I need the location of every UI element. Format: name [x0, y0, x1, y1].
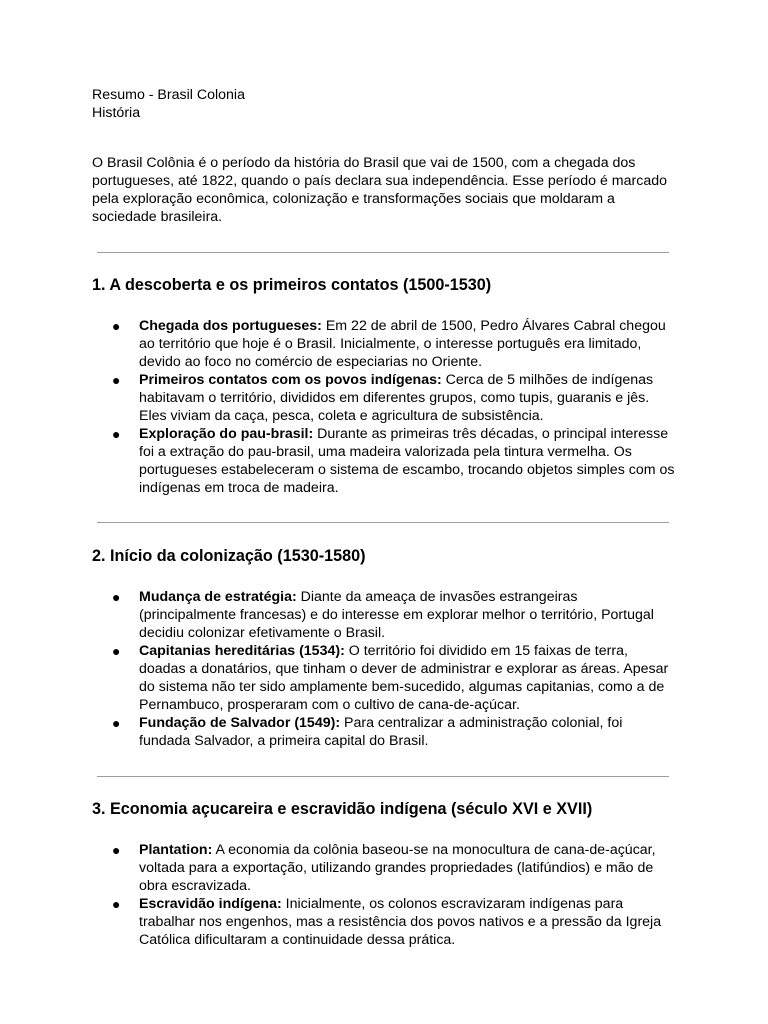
section-heading-1: 1. A descoberta e os primeiros contatos (1500-1530) [92, 276, 492, 294]
item-label: Plantation: [139, 842, 213, 858]
item-label: Capitanias hereditárias (1534): [139, 643, 345, 659]
item-text: Inicialmente, os colonos escravizaram indígenas para trabalhar nos engenhos, mas a resistência dos povos nativos e a pressão da Igreja Católica dificultaram a continuidade dessa prática. [139, 896, 662, 948]
document-page [92, 86, 676, 949]
item-label: Exploração do pau-brasil: [139, 426, 314, 442]
bullet-icon: ● [112, 842, 121, 858]
section-1-list [92, 317, 676, 497]
bullet-icon: ● [112, 715, 121, 731]
item-label: Escravidão indígena: [139, 896, 282, 912]
section-divider [97, 522, 669, 523]
section-3-list [92, 841, 676, 949]
list-item [92, 714, 676, 750]
section-2-list [92, 588, 676, 750]
item-text: Para centralizar a administração colonial, foi fundada Salvador, a primeira capital do Brasil. [139, 715, 623, 749]
list-item [92, 317, 676, 371]
section-heading-2: 2. Início da colonização (1530-1580) [92, 547, 366, 565]
list-item [92, 588, 676, 642]
item-text: A economia da colônia baseou-se na monocultura de cana-de-açúcar, voltada para a exportação, utilizando grandes propriedades (latifúndios) e mão de obra escravizada. [139, 842, 656, 894]
item-label: Mudança de estratégia: [139, 589, 297, 605]
item-text: Cerca de 5 milhões de indígenas habitavam o território, divididos em diferentes grupos, como tupis, guaranis e jês. Eles viviam da caça, pesca, coleta e agricultura de subsistência. [139, 372, 654, 424]
bullet-icon: ● [112, 372, 121, 388]
item-text: O território foi dividido em 15 faixas de terra, doadas a donatários, que tinham o dever de administrar e explorar as áreas. Apesar do sistema não ter sido amplamente bem-sucedido, algumas capitanias, como a de Pernambuco, prosperaram com o cultivo de cana-de-açúcar. [139, 643, 669, 713]
section-divider [97, 776, 669, 777]
section-divider [97, 252, 669, 253]
item-text: Em 22 de abril de 1500, Pedro Álvares Cabral chegou ao território que hoje é o Brasil. Inicialmente, o interesse português era limitado, devido ao foco no comércio de especiarias no Oriente. [139, 318, 666, 370]
list-item [92, 425, 676, 497]
item-text: Diante da ameaça de invasões estrangeiras (principalmente francesas) e do interesse em explorar melhor o território, Portugal decidiu colonizar efetivamente o Brasil. [139, 589, 654, 641]
item-label: Primeiros contatos com os povos indígenas: [139, 372, 442, 388]
document-subject: História [92, 105, 141, 121]
list-item [92, 895, 676, 949]
item-text: Durante as primeiras três décadas, o principal interesse foi a extração do pau-brasil, uma madeira valorizada pela tintura vermelha. Os portugueses estabeleceram o sistema de escambo, trocando objetos simples com os indígenas em troca de madeira. [139, 426, 675, 496]
bullet-icon: ● [112, 896, 121, 912]
bullet-icon: ● [112, 318, 121, 334]
list-item [92, 642, 676, 714]
list-item [92, 841, 676, 895]
section-heading-3: 3. Economia açucareira e escravidão indígena (século XVI e XVII) [92, 800, 593, 818]
item-label: Chegada dos portugueses: [139, 318, 322, 334]
intro-paragraph: O Brasil Colônia é o período da história do Brasil que vai de 1500, com a chegada dos portugueses, até 1822, quando o país declara sua independência. Esse período é marcado pela exploração econômica, colonização e transformações sociais que moldaram a sociedade brasileira. [92, 155, 668, 225]
item-label: Fundação de Salvador (1549): [139, 715, 341, 731]
document-title: Resumo - Brasil Colonia [92, 87, 245, 103]
list-item [92, 371, 676, 425]
bullet-icon: ● [112, 589, 121, 605]
bullet-icon: ● [112, 643, 121, 659]
bullet-icon: ● [112, 426, 121, 442]
